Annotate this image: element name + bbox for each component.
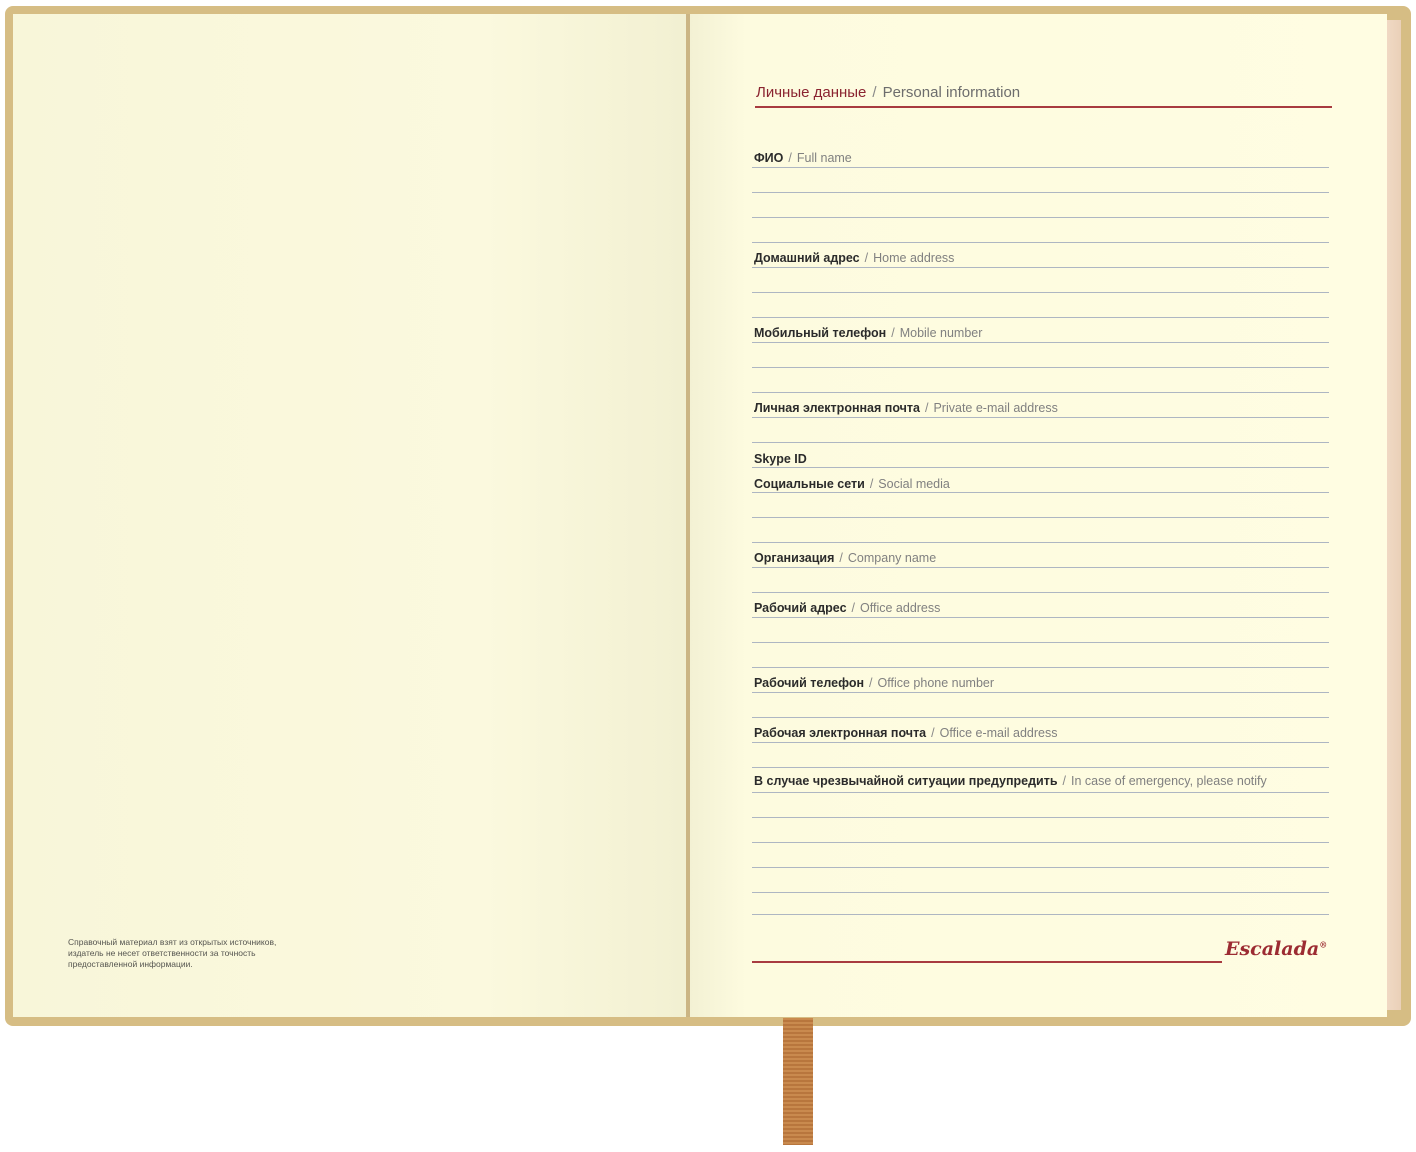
ruled-line[interactable] (752, 442, 1329, 443)
field-label-en: In case of emergency, please notify (1071, 774, 1267, 788)
left-page (13, 14, 686, 1017)
field-label (754, 773, 1267, 789)
field-label-separator: / (924, 401, 929, 415)
brand-logo (1225, 938, 1327, 960)
field-label-ru: Рабочий адрес (754, 601, 847, 615)
ruled-line[interactable] (752, 317, 1329, 318)
field-label-ru: Рабочая электронная почта (754, 726, 927, 740)
ruled-line[interactable] (752, 567, 1329, 568)
field-label-ru: Skype ID (754, 452, 807, 466)
ruled-line[interactable] (752, 892, 1329, 893)
disclaimer-line-1: Справочный материал взят из открытых источников, (68, 937, 277, 947)
field-label (754, 476, 950, 492)
field-label (754, 451, 807, 467)
ruled-line[interactable] (752, 717, 1329, 718)
field-label-en: Office address (860, 601, 941, 615)
field-label-separator: / (1062, 774, 1067, 788)
ruled-line[interactable] (752, 817, 1329, 818)
ruled-line[interactable] (752, 914, 1329, 915)
field-label-en: Office e-mail address (939, 726, 1058, 740)
ruled-line[interactable] (752, 792, 1329, 793)
ruled-line[interactable] (752, 517, 1329, 518)
page-title (756, 84, 1020, 101)
ruled-line[interactable] (752, 467, 1329, 468)
field-label-en: Full name (796, 151, 852, 165)
disclaimer-text (68, 937, 308, 970)
field-label-separator: / (839, 551, 843, 565)
ruled-line[interactable] (752, 742, 1329, 743)
ruled-line[interactable] (752, 192, 1329, 193)
ruled-line[interactable] (752, 592, 1329, 593)
ruled-line[interactable] (752, 542, 1329, 543)
ruled-line[interactable] (752, 167, 1329, 168)
ruled-line[interactable] (752, 667, 1329, 668)
ruled-line[interactable] (752, 692, 1329, 693)
field-label-separator: / (869, 676, 873, 690)
title-ru: Личные данные (756, 84, 867, 101)
ruled-line[interactable] (752, 842, 1329, 843)
field-label-ru: Социальные сети (754, 477, 865, 491)
field-label-en: Social media (878, 477, 950, 491)
field-label (754, 400, 1058, 416)
brand-name: Escalada (1225, 938, 1320, 960)
field-label (754, 725, 1058, 741)
bookmark-ribbon (783, 1018, 813, 1145)
ruled-line[interactable] (752, 492, 1329, 493)
footer-rule (752, 961, 1222, 963)
ruled-line[interactable] (752, 417, 1329, 418)
ruled-line[interactable] (752, 642, 1329, 643)
disclaimer-line-3: предоставленной информации. (68, 959, 193, 969)
field-label-en: Home address (873, 251, 955, 265)
ruled-line[interactable] (752, 217, 1329, 218)
field-label-separator: / (788, 151, 792, 165)
field-label-separator: / (931, 726, 935, 740)
title-separator: / (872, 84, 877, 101)
field-label-ru: Личная электронная почта (754, 401, 920, 415)
disclaimer-line-2: издатель не несет ответственности за точность (68, 948, 256, 958)
ruled-line[interactable] (752, 767, 1329, 768)
field-label-en: Mobile number (899, 326, 983, 340)
ruled-line[interactable] (752, 267, 1329, 268)
ruled-line[interactable] (752, 392, 1329, 393)
field-label-en: Office phone number (877, 676, 995, 690)
header-rule (755, 106, 1332, 108)
field-label-separator: / (864, 251, 869, 265)
field-label (754, 325, 982, 341)
ruled-line[interactable] (752, 342, 1329, 343)
field-label-ru: Мобильный телефон (754, 326, 887, 340)
ruled-line[interactable] (752, 292, 1329, 293)
field-label-separator: / (891, 326, 895, 340)
ruled-line[interactable] (752, 617, 1329, 618)
field-label-ru: В случае чрезвычайной ситуации предупредить (754, 774, 1058, 788)
field-label-ru: ФИО (754, 151, 784, 165)
field-label (754, 550, 936, 566)
field-label (754, 250, 954, 266)
ruled-line[interactable] (752, 242, 1329, 243)
field-label-ru: Рабочий телефон (754, 676, 865, 690)
field-label (754, 150, 852, 166)
field-label-ru: Домашний адрес (754, 251, 860, 265)
page-edge (1387, 20, 1401, 1010)
ruled-line[interactable] (752, 367, 1329, 368)
field-label-separator: / (851, 601, 856, 615)
field-label (754, 600, 940, 616)
ruled-line[interactable] (752, 867, 1329, 868)
field-label-en: Private e-mail address (933, 401, 1058, 415)
field-label-ru: Организация (754, 551, 835, 565)
field-label-separator: / (869, 477, 874, 491)
field-label-en: Company name (847, 551, 937, 565)
field-label (754, 675, 994, 691)
brand-mark: ® (1319, 939, 1328, 950)
title-en: Personal information (882, 84, 1021, 101)
